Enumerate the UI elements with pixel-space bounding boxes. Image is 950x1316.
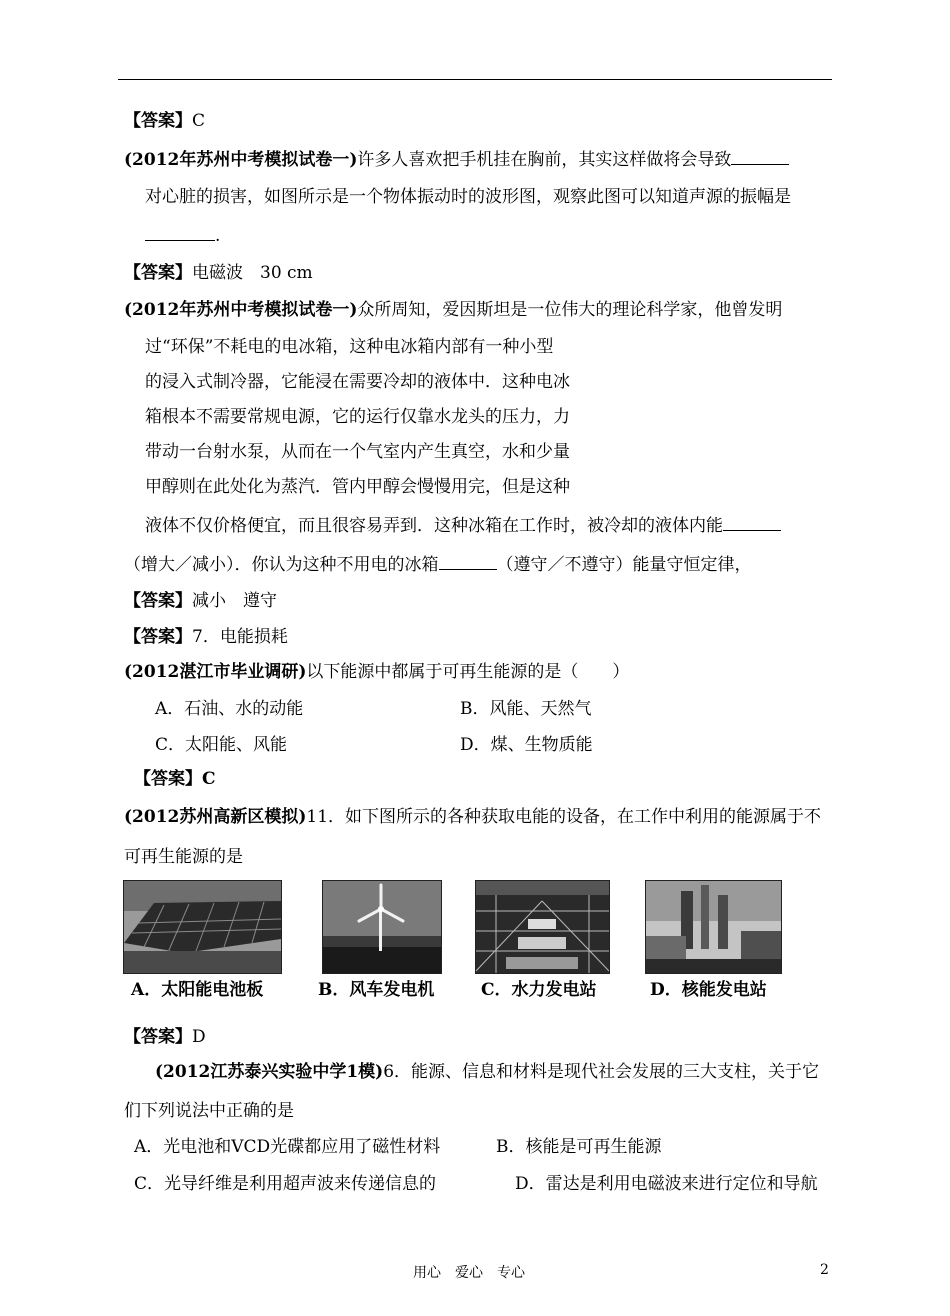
answer-blank — [731, 148, 789, 165]
caption-d: D．核能发电站 — [650, 980, 767, 1000]
question-text: 甲醇则在此处化为蒸汽．管内甲醇会慢慢用完，但是这种 — [145, 477, 570, 497]
question-line — [124, 299, 782, 321]
wind-turbine-photo — [322, 880, 442, 974]
nuclear-station-photo — [645, 880, 782, 974]
option-d: D．煤、生物质能 — [460, 735, 593, 755]
question-line — [124, 846, 243, 868]
question-text: . — [215, 226, 221, 246]
answer-label: 【答案】 — [124, 263, 192, 283]
question-line — [124, 148, 789, 171]
answer-label: 【答案】 — [134, 769, 202, 789]
answer-blank — [723, 514, 781, 531]
answer-blank — [439, 553, 497, 570]
caption-b: B．风车发电机 — [318, 980, 435, 1000]
option-d: D．雷达是利用电磁波来进行定位和导航 — [515, 1174, 818, 1194]
question-text: 对心脏的损害，如图所示是一个物体振动时的波形图，观察此图可以知道声源的振幅是 — [145, 187, 791, 207]
question-source: (2012年苏州中考模拟试卷一) — [124, 300, 358, 320]
question-text: 可再生能源的是 — [124, 847, 243, 867]
page-footer: 用心 爱心 专心 — [413, 1265, 525, 1281]
question-line — [124, 1100, 294, 1122]
option-b: B．核能是可再生能源 — [496, 1137, 662, 1157]
answer-value: 电磁波 30 cm — [192, 263, 313, 283]
answer-line — [124, 262, 313, 284]
answer-line — [124, 590, 277, 612]
answer-value: C — [192, 111, 206, 131]
answer-line — [124, 1026, 206, 1048]
answer-value: 减小 遵守 — [192, 591, 277, 611]
caption-c: C．水力发电站 — [481, 980, 597, 1000]
question-line — [155, 1061, 819, 1083]
answer-value: C — [202, 769, 216, 789]
question-line — [124, 661, 629, 683]
answer-line — [134, 768, 216, 790]
question-line — [145, 476, 570, 498]
question-text: 11．如下图所示的各种获取电能的设备，在工作中利用的能源属于不 — [306, 807, 822, 827]
question-text: 带动一台射水泵，从而在一个气室内产生真空，水和少量 — [145, 442, 570, 462]
question-line — [124, 806, 821, 828]
question-text: 箱根本不需要常规电源，它的运行仅靠水龙头的压力，力 — [145, 407, 570, 427]
question-text: 以下能源中都属于可再生能源的是（ ） — [306, 662, 630, 682]
option-a: A．光电池和VCD光碟都应用了磁性材料 — [134, 1137, 441, 1157]
answer-value: 7．电能损耗 — [192, 627, 288, 647]
question-line — [145, 224, 220, 247]
page-number: 2 — [820, 1262, 829, 1278]
question-source: (2012江苏泰兴实验中学1模) — [155, 1062, 384, 1082]
option-b: B．风能、天然气 — [460, 699, 592, 719]
caption-a: A．太阳能电池板 — [131, 980, 264, 1000]
question-source: (2012湛江市毕业调研) — [124, 662, 307, 682]
question-text: （遵守／不遵守）能量守恒定律， — [496, 555, 752, 575]
question-text: 6．能源、信息和材料是现代社会发展的三大支柱，关于它 — [383, 1062, 820, 1082]
question-line — [145, 186, 791, 208]
answer-line — [124, 110, 205, 132]
solar-panel-photo — [123, 880, 282, 974]
answer-label: 【答案】 — [124, 591, 192, 611]
answer-line — [124, 626, 288, 648]
answer-label: 【答案】 — [124, 1027, 192, 1047]
question-line — [145, 441, 570, 463]
question-line — [145, 371, 570, 393]
question-source: (2012年苏州中考模拟试卷一) — [124, 150, 358, 170]
header-rule — [118, 79, 832, 80]
question-text: （增大／减小）．你认为这种不用电的冰箱 — [124, 555, 439, 575]
question-text: 许多人喜欢把手机挂在胸前，其实这样做将会导致 — [357, 150, 732, 170]
question-source: (2012苏州高新区模拟) — [124, 807, 307, 827]
question-text: 液体不仅价格便宜，而且很容易弄到．这种冰箱在工作时，被冷却的液体内能 — [145, 516, 723, 536]
answer-value: D — [192, 1027, 206, 1047]
option-c: C．光导纤维是利用超声波来传递信息的 — [134, 1174, 437, 1194]
question-text: 众所周知，爱因斯坦是一位伟大的理论科学家，他曾发明 — [357, 300, 783, 320]
question-text: 过“环保”不耗电的电冰箱，这种电冰箱内部有一种小型 — [145, 337, 554, 357]
option-a: A．石油、水的动能 — [155, 699, 304, 719]
question-line — [124, 553, 752, 576]
question-text: 的浸入式制冷器，它能浸在需要冷却的液体中．这种电冰 — [145, 372, 570, 392]
answer-label: 【答案】 — [124, 627, 192, 647]
question-line — [145, 514, 781, 537]
question-line — [145, 406, 570, 428]
question-line — [145, 336, 553, 358]
hydro-station-photo — [475, 880, 610, 974]
option-c: C．太阳能、风能 — [155, 735, 288, 755]
answer-blank — [145, 224, 215, 241]
question-text: 们下列说法中正确的是 — [124, 1101, 294, 1121]
answer-label: 【答案】 — [124, 111, 192, 131]
